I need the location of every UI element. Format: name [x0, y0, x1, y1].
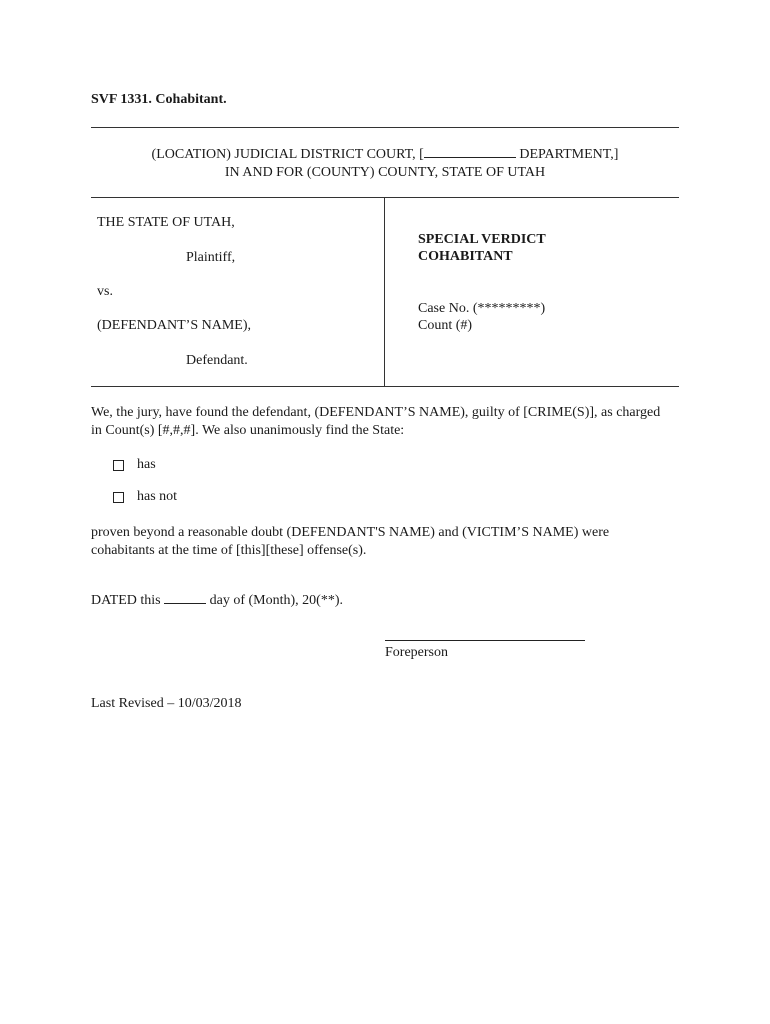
- checkbox-has[interactable]: [113, 460, 124, 471]
- foreperson-label: Foreperson: [385, 645, 448, 660]
- versus-label: vs.: [97, 284, 113, 299]
- verdict-title-line-1: SPECIAL VERDICT: [418, 232, 546, 247]
- caption-divider: [384, 197, 385, 386]
- defendant-role: Defendant.: [186, 353, 248, 368]
- department-blank: [424, 145, 516, 158]
- court-line-1-suffix: DEPARTMENT,]: [515, 147, 619, 162]
- dated-suffix: day of (Month), 20(**).: [206, 593, 343, 608]
- plaintiff-name: THE STATE OF UTAH,: [97, 215, 235, 230]
- court-line-1-prefix: (LOCATION) JUDICIAL DISTRICT COURT, [: [151, 147, 424, 162]
- dated-line: [91, 591, 671, 610]
- defendant-name: (DEFENDANT’S NAME),: [97, 318, 251, 333]
- option-has-not-label: has not: [137, 489, 178, 504]
- court-header: [91, 145, 679, 182]
- option-has[interactable]: [113, 457, 156, 473]
- signature-line: [385, 640, 585, 641]
- day-blank: [164, 591, 206, 604]
- caption-top-rule: [91, 197, 679, 198]
- dated-prefix: DATED this: [91, 593, 165, 608]
- option-has-label: has: [137, 457, 156, 472]
- last-revised: Last Revised – 10/03/2018: [91, 696, 242, 711]
- header-top-rule: [91, 127, 679, 128]
- verdict-title-line-2: COHABITANT: [418, 249, 513, 264]
- proven-paragraph: proven beyond a reasonable doubt (DEFENDANT'S NAME) and (VICTIM’S NAME) were cohabitants at the time of [this][these] offense(s).: [91, 525, 610, 558]
- case-number: Case No. (*********): [418, 301, 546, 316]
- checkbox-has-not[interactable]: [113, 492, 124, 503]
- finding-paragraph: We, the jury, have found the defendant, (DEFENDANT’S NAME), guilty of [CRIME(S)], as charged in Count(s) [#,#,#]. We also unanimously find the State:: [91, 405, 661, 438]
- caption-bottom-rule: [91, 386, 679, 387]
- option-has-not[interactable]: [113, 489, 177, 505]
- form-id: SVF 1331. Cohabitant.: [91, 92, 227, 107]
- plaintiff-role: Plaintiff,: [186, 250, 236, 265]
- count-number: Count (#): [418, 318, 473, 333]
- court-line-1: [91, 145, 679, 164]
- court-line-2: IN AND FOR (COUNTY) COUNTY, STATE OF UTAH: [224, 165, 546, 180]
